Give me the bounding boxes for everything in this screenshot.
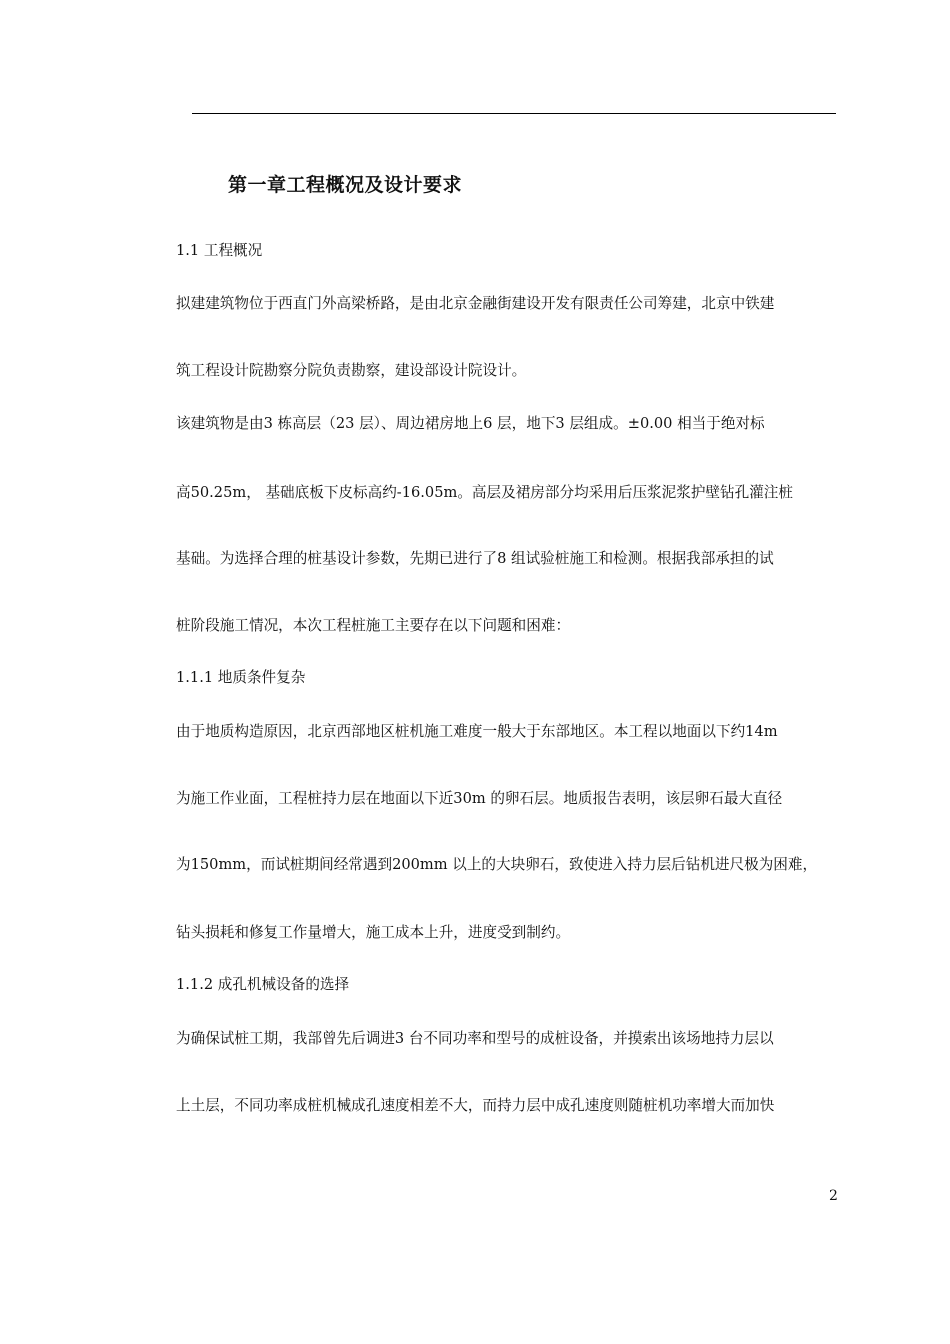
paragraph-line: 为150mm，而试桩期间经常遇到200mm 以上的大块卵石，致使进入持力层后钻机进尺极为困难，: [176, 856, 818, 873]
section-heading-1-1: 1.1 工程概况: [176, 242, 263, 259]
page-number: 2: [829, 1188, 838, 1204]
paragraph-line: 为施工作业面，工程桩持力层在地面以下近30m 的卵石层。地质报告表明，该层卵石最大直径: [176, 790, 783, 807]
header-rule: [192, 113, 836, 114]
paragraph-line: 基础。为选择合理的桩基设计参数，先期已进行了8 组试验桩施工和检测。根据我部承担的试: [176, 550, 774, 567]
paragraph-line: 上土层，不同功率成桩机械成孔速度相差不大，而持力层中成孔速度则随桩机功率增大而加快: [176, 1097, 775, 1114]
paragraph-line: 由于地质构造原因，北京西部地区桩机施工难度一般大于东部地区。本工程以地面以下约14m: [176, 723, 778, 740]
paragraph-line: 桩阶段施工情况，本次工程桩施工主要存在以下问题和困难：: [176, 617, 571, 634]
paragraph-line: 拟建建筑物位于西直门外高梁桥路，是由北京金融街建设开发有限责任公司筹建，北京中铁建: [176, 295, 775, 312]
chapter-title: 第一章工程概况及设计要求: [228, 174, 463, 196]
paragraph-line: 筑工程设计院勘察分院负责勘察，建设部设计院设计。: [176, 362, 527, 379]
paragraph-line: 钻头损耗和修复工作量增大，施工成本上升，进度受到制约。: [176, 924, 571, 941]
paragraph-line: 为确保试桩工期，我部曾先后调进3 台不同功率和型号的成桩设备，并摸索出该场地持力层以: [176, 1030, 774, 1047]
paragraph-line: 高50.25m， 基础底板下皮标高约-16.05m。高层及裙房部分均采用后压浆泥浆护壁钻孔灌注桩: [176, 484, 793, 501]
section-heading-1-1-2: 1.1.2 成孔机械设备的选择: [176, 976, 350, 993]
section-heading-1-1-1: 1.1.1 地质条件复杂: [176, 669, 306, 686]
paragraph-line: 该建筑物是由3 栋高层（23 层）、周边裙房地上6 层，地下3 层组成。±0.00 相当于绝对标: [176, 415, 765, 432]
